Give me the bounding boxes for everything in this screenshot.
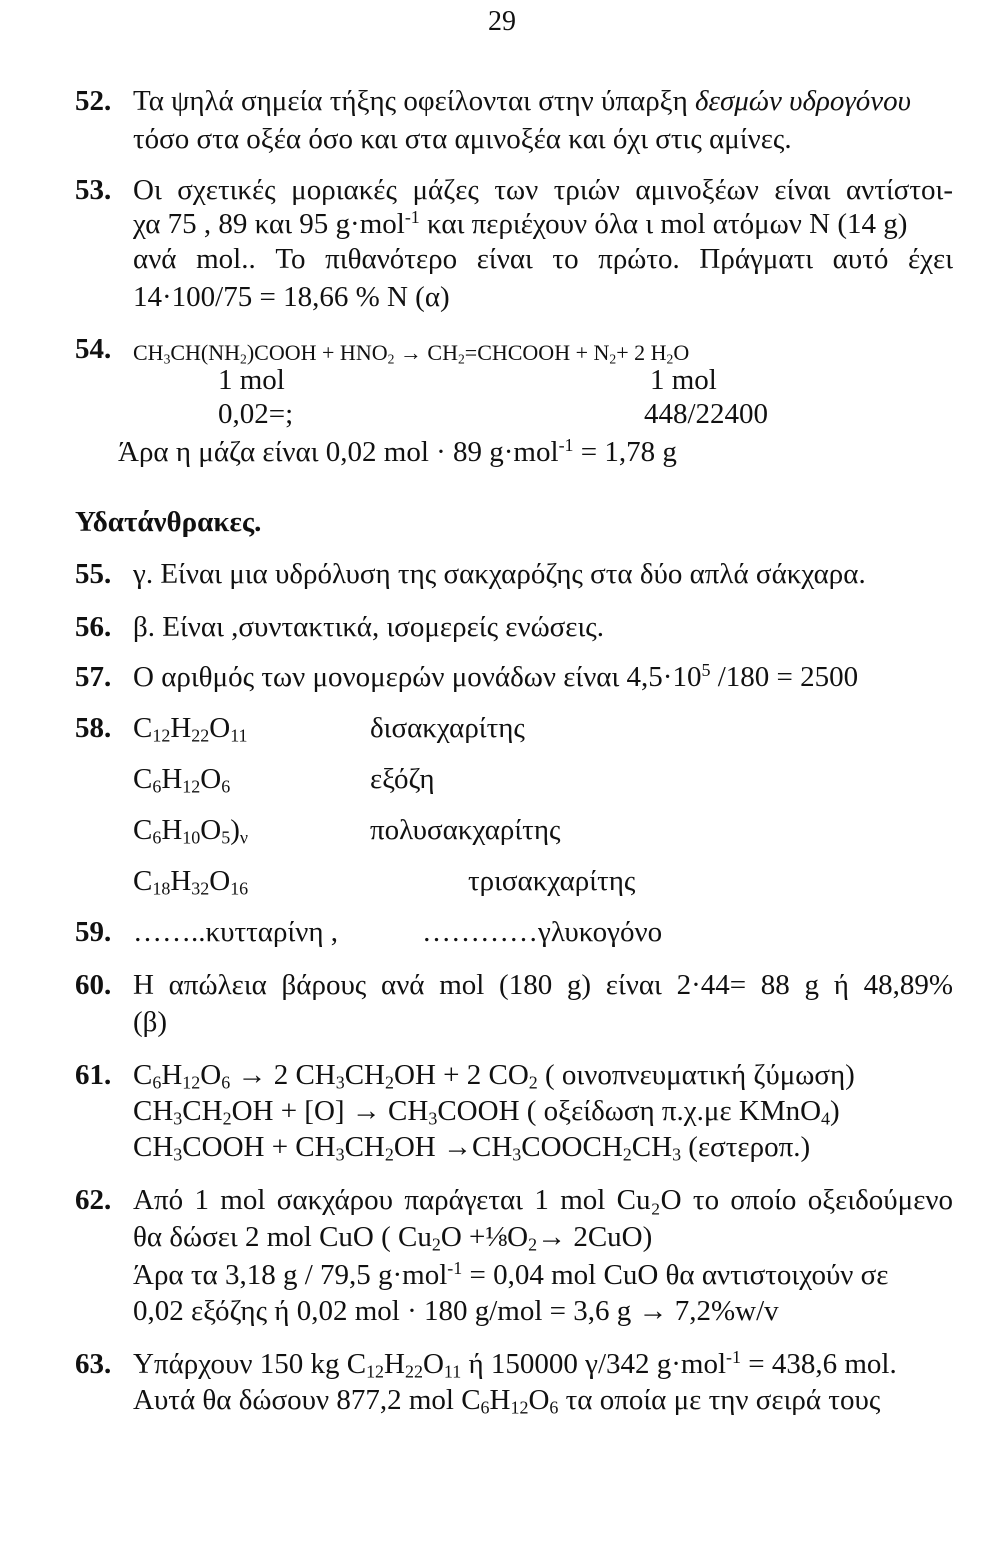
item-59-left: ……..κυτταρίνη ,: [133, 916, 339, 948]
item-52-line-1: Τα ψηλά σημεία τήξης οφείλονται στην ύπαρξη δεσμών υδρογόνου: [133, 85, 911, 117]
formula-trisaccharide: $C_{18}H_{32}O_{16}$: [133, 865, 249, 899]
item-number: 57.: [75, 661, 112, 693]
item-58-name: δισακχαρίτης: [370, 712, 525, 744]
item-number: 58.: [75, 712, 112, 744]
item-63-line-2: Αυτά θα δώσουν 877,2 mol $C_6H_{12}O_6$ τα οποία με την σειρά τους: [133, 1384, 881, 1418]
item-56-text: β. Είναι ,συντακτικά, ισομερείς ενώσεις.: [133, 611, 605, 643]
item-62-line-2: θα δώσει 2 mol CuO ( $Cu_2O$ $+\frac{1}{8}O_2\to 2CuO$): [133, 1221, 653, 1255]
item-57-text: Ο αριθμός των μονομερών μονάδων είναι $4,5\cdot 10^5$ /180 = 2500: [133, 660, 859, 693]
item-54-value-right: 448/22400: [644, 398, 769, 430]
formula-hexose: $C_6H_{12}O_6$: [133, 763, 231, 797]
item-62-line-3: Άρα τα 3,18 g / 79,5 g·mol$^{-1}$ = 0,04 mol CuO θα αντιστοιχούν σε: [133, 1258, 889, 1291]
item-55-text: γ. Είναι μια υδρόλυση της σακχαρόζης στα δύο απλά σάκχαρα.: [133, 558, 866, 590]
item-58-name: τρισακχαρίτης: [468, 865, 636, 897]
item-60-line-1: Η απώλεια βάρους ανά mol (180 g) είναι 2·44= 88 g ή 48,89%: [133, 969, 953, 1001]
item-number: 53.: [75, 174, 112, 206]
item-number: 54.: [75, 333, 112, 365]
section-heading: Υδατάνθρακες.: [75, 506, 262, 538]
item-number: 52.: [75, 85, 112, 117]
item-number: 55.: [75, 558, 112, 590]
item-61-reaction-3: $CH_3COOH + CH_3CH_2OH$ $\to CH_3COOCH_2CH_3$ (εστεροπ.): [133, 1131, 811, 1165]
item-54-value-left: 0,02=;: [218, 398, 294, 430]
formula-disaccharide: $C_{12}H_{22}O_{11}$: [133, 712, 248, 746]
item-number: 61.: [75, 1059, 112, 1091]
item-62-line-1: Από 1 mol σακχάρου παράγεται 1 mol Cu₂O το οποίο οξειδούμενο: [133, 1184, 953, 1216]
item-58-name: εξόζη: [370, 763, 435, 795]
item-62-line-4: 0,02 εξόζης ή 0,02 mol · 180 g/mol = 3,6 g → 7,2%w/v: [133, 1295, 779, 1327]
item-53-line-4: 14·100/75 = 18,66 % N (α): [133, 281, 450, 313]
page-number: 29: [488, 6, 516, 37]
item-number: 60.: [75, 969, 112, 1001]
item-number: 62.: [75, 1184, 112, 1216]
item-number: 59.: [75, 916, 112, 948]
item-53-line-1: Οι σχετικές μοριακές μάζες των τριών αμινοξέων είναι αντίστοι-: [133, 174, 953, 206]
formula-polysaccharide: $C_6H_{10}O_5)_\nu$: [133, 814, 248, 848]
item-54-result: Άρα η μάζα είναι 0,02 mol · 89 g·mol$^{-1}$ = 1,78 g: [118, 435, 677, 468]
item-53-line-2: χα 75 , 89 και 95 g·mol$^{-1}$ και περιέχουν όλα ι mol ατόμων N (14 g): [133, 207, 908, 240]
item-number: 63.: [75, 1348, 112, 1380]
item-54-mol-right: 1 mol: [650, 364, 717, 396]
item-61-reaction-1: $C_6H_{12}O_6 \to 2$ $CH_3CH_2OH + 2$ $CO_2$ ( οινοπνευματική ζύμωση): [133, 1059, 855, 1093]
item-54-mol-left: 1 mol: [218, 364, 285, 396]
item-52-line-2: τόσο στα οξέα όσο και στα αμινοξέα και όχι στις αμίνες.: [133, 123, 792, 155]
item-63-line-1: Υπάρχουν 150 kg $C_{12}H_{22}O_{11}$ ή 150000 γ/342 g·mol$^{-1}$ = 438,6 mol.: [133, 1347, 897, 1382]
item-number: 56.: [75, 611, 112, 643]
item-59-right: …………γλυκογόνο: [422, 916, 663, 948]
item-53-line-3: ανά mol.. Το πιθανότερο είναι το πρώτο. Πράγματι αυτό έχει: [133, 243, 953, 275]
item-58-name: πολυσακχαρίτης: [370, 814, 561, 846]
item-61-reaction-2: $CH_3CH_2OH + [O]$ → $CH_3COOH$ ( οξείδωση π.χ.με KMnO$_4$): [133, 1095, 840, 1129]
item-60-line-2: (β): [133, 1006, 168, 1038]
item-54-equation: $CH_3CH(NH_2)COOH + HNO_2$ → $CH_2=CHCOOH + N_2+ 2$ $H_2O$: [133, 340, 690, 367]
